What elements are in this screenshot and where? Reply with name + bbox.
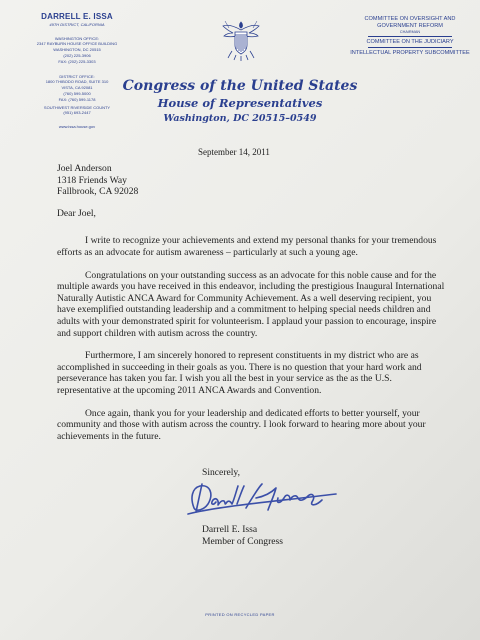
letter-body (57, 163, 447, 442)
member-website: www.issa.house.gov (58, 124, 96, 129)
letter-date: September 14, 2011 (198, 147, 270, 157)
member-name: DARRELL E. ISSA (41, 12, 113, 21)
committee-judiciary: COMMITTEE ON THE JUDICIARY (366, 39, 454, 45)
body-paragraph: Furthermore, I am sincerely honored to represent constituents in my district who are as accomplished in succeeding in their goals as you. There is no question that your hard work and perseverance has taken you far. I wish you all the best in your service as the as the U.S. representative at the upcoming 2011 ANCA Awards and Convention. (57, 350, 422, 396)
committee-divider (368, 36, 452, 37)
letterhead-address: Washington, DC 20515–0549 (163, 113, 317, 124)
district-office-line: (760) 599-5000 (63, 91, 91, 96)
committee-role: CHAIRMAN (399, 30, 421, 34)
district-office-line: 1800 THIBODO ROAD, SUITE 310 (45, 79, 109, 84)
district-office-line: FAX: (760) 599-1178 (58, 97, 96, 102)
letterhead (120, 78, 360, 125)
recipient-street: 1318 Friends Way (57, 174, 127, 186)
washington-office-line: (202) 225-3906 (63, 53, 91, 58)
body-paragraph: Congratulations on your outstanding success as an advocate for this noble cause and for the multiple awards you have received in this endeavor, including the prestigious Inaugural International Naturally Autistic ANCA Award for Community Achievement. As a well deserving recipient, you have exemplified outstanding leadership and a commitment to helping special needs children and adults with your demonstrated spirit for volunteerism. I applaud your passion to encourage, inspire and support children with autism across the country. (57, 269, 445, 339)
recycled-paper-note: PRINTED ON RECYCLED PAPER (205, 612, 275, 617)
district-office-line: VISTA, CA 92081 (61, 85, 93, 90)
member-contact-block (18, 12, 136, 129)
signer-block (202, 524, 283, 548)
district-office-label: DISTRICT OFFICE: (59, 74, 95, 79)
recipient-address (57, 163, 447, 198)
committee-oversight: COMMITTEE ON OVERSIGHT AND GOVERNMENT REFORM (364, 16, 456, 29)
signer-title: Member of Congress (202, 536, 283, 547)
committee-divider (368, 47, 452, 48)
member-district: 49TH DISTRICT, CALIFORNIA (49, 22, 105, 27)
washington-office-line: FAX: (202) 225-3303 (58, 59, 96, 64)
letterhead-house: House of Representatives (157, 96, 323, 110)
body-paragraph: Once again, thank you for your leadership and dedicated efforts to better yourself, your community and those with autism across the country. I look forward to hearing more about your achievements in the future. (57, 407, 426, 442)
recipient-name: Joel Anderson (57, 163, 112, 174)
riverside-office-line: (951) 693-2447 (63, 110, 91, 115)
letterhead-congress: Congress of the United States (122, 78, 358, 94)
washington-office-label: WASHINGTON OFFICE: (54, 36, 100, 41)
subcommittee-ip: INTELLECTUAL PROPERTY SUBCOMMITTEE (350, 50, 470, 56)
eagle-seal-icon (220, 18, 262, 62)
riverside-office-label: SOUTHWEST RIVERSIDE COUNTY (43, 105, 111, 110)
body-paragraph: I write to recognize your achievements and extend my personal thanks for your tremendous efforts as an advocate for autism awareness – particularly at such a young age. (57, 235, 437, 258)
recipient-city: Fallbrook, CA 92028 (57, 186, 139, 198)
washington-office-line: 2347 RAYBURN HOUSE OFFICE BUILDING (36, 41, 118, 46)
salutation: Dear Joel, (57, 207, 96, 219)
committee-block (350, 16, 470, 57)
handwritten-signature (180, 478, 350, 518)
closing: Sincerely, (202, 467, 241, 478)
signer-name: Darrell E. Issa (202, 524, 258, 535)
washington-office-line: WASHINGTON, DC 20515 (53, 47, 101, 52)
